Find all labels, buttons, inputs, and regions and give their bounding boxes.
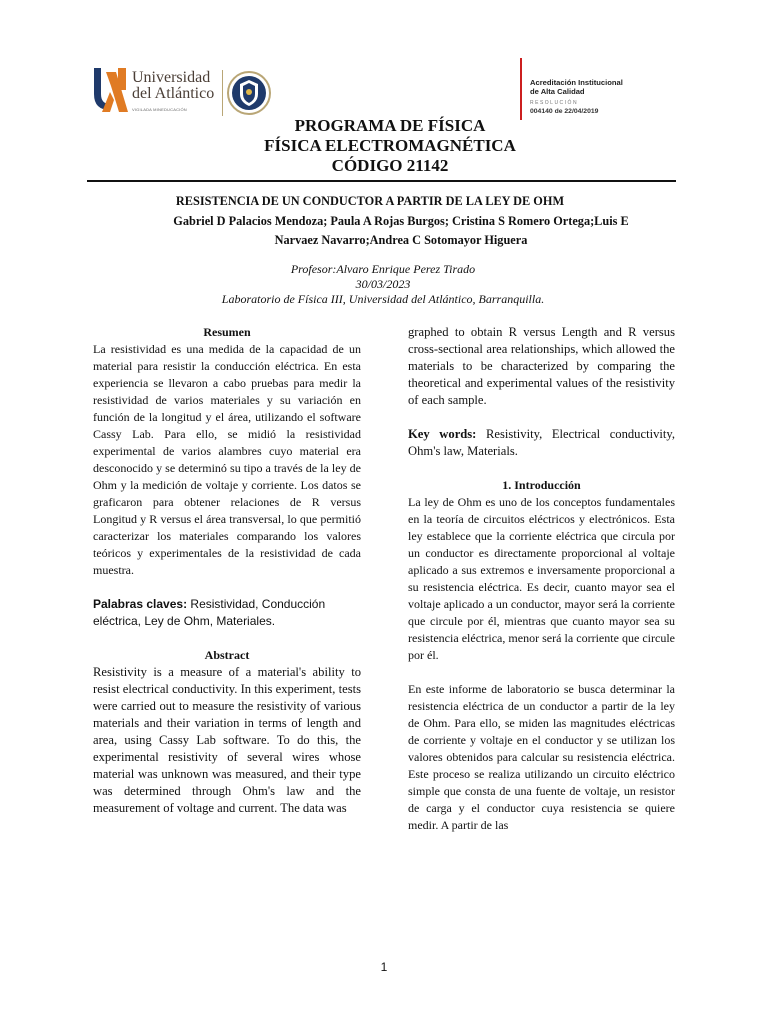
keywords-text: Resistivity, Electrical conductivity, Ohm's law, Materials.: [408, 427, 675, 458]
left-column: [93, 324, 361, 817]
seal-icon: [226, 70, 272, 116]
authors: Gabriel D Palacios Mendoza; Paula A Rojas Burgos; Cristina S Romero Ortega;Luis E Narvaez Navarro;Andrea C Sotomayor Higuera: [173, 214, 629, 247]
program-title: PROGRAMA DE FÍSICA: [294, 116, 486, 135]
professor: Profesor:Alvaro Enrique Perez Tirado: [290, 262, 476, 276]
abstract-continued: graphed to obtain R versus Length and R versus cross-sectional area relationships, which allowed the materials to be characterized by comparing the theoretical and experimental values of the resistivity of each sample.: [408, 325, 675, 407]
course-titles: [180, 116, 600, 176]
location: Laboratorio de Física III, Universidad del Atlántico, Barranquilla.: [221, 292, 545, 306]
faculty-seal: [226, 70, 272, 121]
resolution-label: RESOLUCIÓN: [530, 100, 579, 106]
university-emblem-icon: [92, 66, 132, 116]
paper-meta: [70, 262, 696, 307]
accreditation-bar: [520, 58, 522, 120]
keywords-label: Key words:: [408, 427, 477, 441]
abstract-heading: Abstract: [204, 648, 250, 662]
intro-paragraph-1: La ley de Ohm es uno de los conceptos fundamentales en la teoría de circuitos eléctricos y electrónicos. Esta ley establece que la corriente eléctrica que circula por un conductor es directamente proporcional al voltaje aplicado a sus extremos e inversamente proporcional a su resistencia eléctrica. Es decir, cuanto mayor sea el voltaje aplicado a un conductor, mayor será la corriente que circule por él, mientras que cuanto mayor sea su resistencia eléctrica, menor será la corriente que circule por él.: [408, 495, 675, 662]
intro-paragraph-2: En este informe de laboratorio se busca determinar la resistencia eléctrica de un conductor a partir de la ley de Ohm. Para ello, se miden las magnitudes eléctricas de corriente y voltaje en el conductor y se utilizan los valores obtenidos para calcular su resistencia eléctrica. Este proceso se realiza utilizando un circuito eléctrico simple que consta de una fuente de voltaje, un resistor de carga y el conductor cuya resistencia se quiere medir. A partir de las: [408, 682, 675, 832]
palabras-claves: [93, 596, 361, 630]
resumen-text: La resistividad es una medida de la capacidad de un material para resistir la conducción eléctrica. En esta experiencia se llevaron a cabo pruebas para medir la resistividad de varios materiales y su variación en función de la longitud y el área, utilizando el software Cassy Lab. Para ello, se midió la resistividad experimental de varios alambres cuyo material era desconocido y se determinó su tipo a través de la ley de Ohm y la medición de voltaje y corriente. Los datos se graficaron para obtener relaciones de R versus Longitud y R versus el área transversal, lo que permitió caracterizar los materiales comparando los valores teóricos y experimentales de la resistividad de cada muestra.: [93, 342, 361, 577]
palabras-text: Resistividad, Conducción eléctrica, Ley de Ohm, Materiales.: [93, 597, 326, 628]
resolution-number: 004140 de 22/04/2019: [530, 108, 599, 115]
palabras-label: Palabras claves:: [93, 597, 188, 611]
paper-title: RESISTENCIA DE UN CONDUCTOR A PARTIR DE LA LEY DE OHM: [175, 194, 565, 208]
abstract-text: Resistivity is a measure of a material's ability to resist electrical conductivity. In this experiment, tests were carried out to measure the resistivity of various materials and their variation in terms of length and area, using Cassy Lab software. To do this, the experimental resistivity of several wires whose material was unknown was measured, and their type was determined through Ohm's law and the measurement of voltage and current. The data was: [93, 665, 361, 815]
key-words: [408, 426, 675, 460]
university-name: Universidad del Atlántico: [132, 69, 215, 102]
date: 30/03/2023: [355, 277, 411, 291]
right-column: [408, 324, 675, 834]
course-code: CÓDIGO 21142: [331, 156, 449, 175]
accreditation-title: Acreditación Institucional de Alta Calidad: [530, 78, 623, 96]
page-number: 1: [380, 960, 388, 974]
course-title: FÍSICA ELECTROMAGNÉTICA: [264, 136, 516, 155]
logo-divider: [222, 70, 223, 116]
accreditation-badge: [520, 56, 690, 120]
resumen-heading: Resumen: [203, 325, 251, 339]
university-subtitle: VIGILADA MINEDUCACIÓN: [132, 107, 187, 112]
header-rule: [87, 180, 676, 182]
intro-heading: 1. Introducción: [502, 478, 581, 492]
